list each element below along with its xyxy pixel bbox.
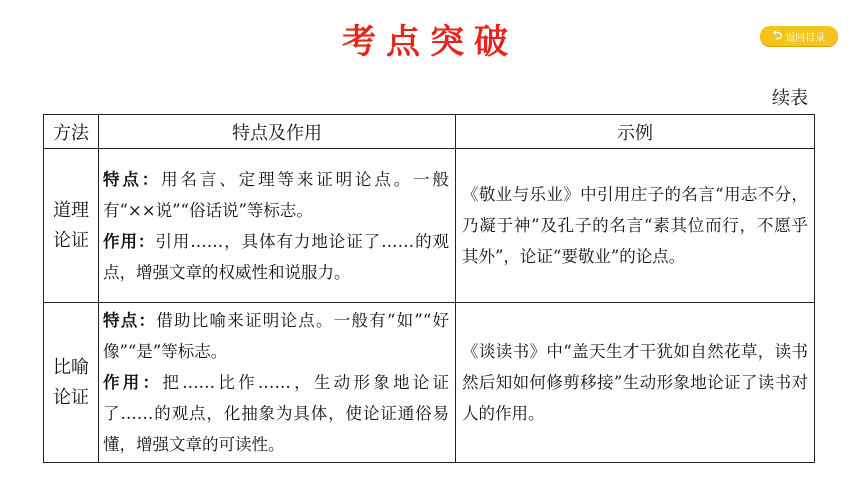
- method-name-line: 道理: [53, 199, 89, 221]
- table-header-row: [44, 115, 815, 149]
- feature-label: 特点：: [103, 311, 157, 330]
- feature-text: 借助比喻来证明论点。一般有“如”“好像”“是”等标志。: [103, 311, 450, 361]
- header-example: 示例: [456, 115, 815, 149]
- feature-label: 特点：: [103, 169, 162, 189]
- example-cell: 《谈读书》中“盖天生才干犹如自然花草，读书然后知如何修剪移接”生动形象地论证了读书对人的作用。: [456, 303, 815, 463]
- effect-text: 引用……，具体有力地论证了……的观点，增强文章的权威性和说服力。: [103, 231, 450, 282]
- effect-label: 作用：: [103, 231, 156, 251]
- header-method: 方法: [44, 115, 99, 149]
- return-arrow-icon: ⮌: [772, 27, 783, 42]
- effect-label: 作用：: [103, 373, 163, 392]
- table-row: [44, 303, 815, 463]
- back-to-contents-button[interactable]: [760, 26, 838, 46]
- header-feature: 特点及作用: [99, 115, 456, 149]
- method-name-line: 论证: [53, 386, 89, 408]
- effect-paragraph: [103, 367, 449, 460]
- feature-cell: [99, 149, 456, 303]
- example-cell: 《敬业与乐业》中引用庄子的名言“用志不分，乃凝于神”及孔子的名言“素其位而行，不愿乎其外”，论证“要敬业”的论点。: [456, 149, 815, 303]
- table-row: [44, 149, 815, 303]
- methods-table: [43, 114, 815, 463]
- back-button-label: 返回目录: [785, 32, 826, 44]
- continued-label: 续表: [772, 88, 808, 109]
- page-title: 考点突破: [342, 22, 518, 62]
- feature-cell: [99, 303, 456, 463]
- feature-text: 用名言、定理等来证明论点。一般有“××说”“俗话说”等标志。: [103, 169, 450, 220]
- feature-paragraph: [103, 164, 449, 226]
- method-name-line: 论证: [53, 229, 89, 251]
- method-cell: [44, 149, 99, 303]
- method-cell: [44, 303, 99, 463]
- effect-text: 把……比作……，生动形象地论证了……的观点，化抽象为具体，使论证通俗易懂，增强文章的可读性。: [103, 373, 450, 454]
- method-name-line: 比喻: [53, 356, 89, 378]
- effect-paragraph: [103, 226, 449, 288]
- feature-paragraph: [103, 305, 449, 367]
